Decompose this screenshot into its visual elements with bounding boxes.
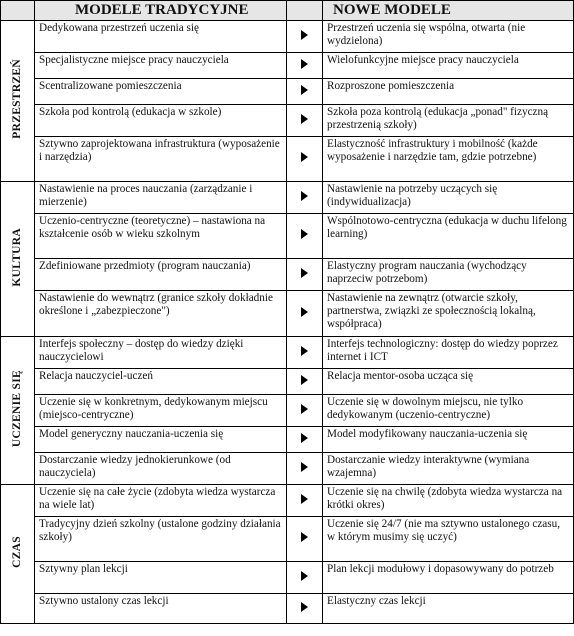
section-label: UCZENIE SIĘ <box>11 369 23 448</box>
arrow-right-icon <box>301 191 308 201</box>
new-model-cell: Nastawienie na zewnątrz (otwarcie szkoły, partnerstwa, związki ze społecznością lokalną, współpraca) <box>323 291 574 337</box>
arrow-right-icon <box>301 268 308 278</box>
arrow-right-icon <box>301 59 308 69</box>
section-label-cell <box>1 337 35 485</box>
new-model-cell: Plan lekcji modułowy i dopasowywany do potrzeb <box>323 562 574 594</box>
section-label: KULTURA <box>11 227 23 287</box>
header-traditional: MODELE TRADYCYJNE <box>35 1 287 21</box>
arrow-cell <box>287 21 323 53</box>
arrow-cell <box>287 427 323 453</box>
arrow-right-icon <box>301 307 308 317</box>
arrow-cell <box>287 79 323 105</box>
new-model-cell: Nastawienie na potrzeby uczących się (indywidualizacja) <box>323 182 574 214</box>
arrow-right-icon <box>301 462 308 472</box>
new-model-cell: Uczenie się w dowolnym miejscu, nie tylko dedykowanym (uczenio-centryczne) <box>323 395 574 427</box>
arrow-right-icon <box>301 346 308 356</box>
arrow-right-icon <box>301 404 308 414</box>
table-row <box>1 427 574 453</box>
traditional-model-cell: Dostarczanie wiedzy jednokierunkowe (od nauczyciela) <box>35 453 287 485</box>
new-model-cell: Relacja mentor-osoba ucząca się <box>323 369 574 395</box>
table-row <box>1 214 574 259</box>
arrow-cell <box>287 562 323 594</box>
section-label-cell <box>1 21 35 182</box>
new-model-cell: Wielofunkcyjne miejsce pracy nauczyciela <box>323 53 574 79</box>
arrow-right-icon <box>301 602 308 612</box>
new-model-cell: Uczenie się na chwilę (zdobyta wiedza wystarcza na krótki okres) <box>323 485 574 517</box>
arrow-cell <box>287 517 323 562</box>
traditional-model-cell: Sztywno zaprojektowana infrastruktura (wyposażenie i narzędzia) <box>35 137 287 182</box>
arrow-right-icon <box>301 114 308 124</box>
section-label-cell <box>1 485 35 624</box>
new-model-cell: Interfejs technologiczny: dostęp do wiedzy poprzez internet i ICT <box>323 337 574 369</box>
table-row <box>1 453 574 485</box>
arrow-right-icon <box>301 85 308 95</box>
traditional-model-cell: Relacja nauczyciel-uczeń <box>35 369 287 395</box>
table-row <box>1 485 574 517</box>
table-row <box>1 53 574 79</box>
new-model-cell: Szkoła poza kontrolą (edukacja „ponad" fizyczną przestrzenią szkoły) <box>323 105 574 137</box>
header-corner <box>1 1 35 21</box>
new-model-cell: Rozproszone pomieszczenia <box>323 79 574 105</box>
traditional-model-cell: Scentralizowane pomieszczenia <box>35 79 287 105</box>
arrow-cell <box>287 53 323 79</box>
arrow-cell <box>287 182 323 214</box>
new-model-cell: Uczenie się 24/7 (nie ma sztywno ustalonego czasu, w którym musimy się uczyć) <box>323 517 574 562</box>
arrow-cell <box>287 105 323 137</box>
table-row <box>1 291 574 337</box>
table-row <box>1 517 574 562</box>
traditional-model-cell: Model generyczny nauczania-uczenia się <box>35 427 287 453</box>
arrow-cell <box>287 594 323 624</box>
traditional-model-cell: Interfejs społeczny – dostęp do wiedzy dzięki nauczycielowi <box>35 337 287 369</box>
arrow-right-icon <box>301 571 308 581</box>
new-model-cell: Przestrzeń uczenia się wspólna, otwarta (nie wydzielona) <box>323 21 574 53</box>
arrow-right-icon <box>301 229 308 239</box>
table-row <box>1 337 574 369</box>
traditional-model-cell: Specjalistyczne miejsce pracy nauczyciela <box>35 53 287 79</box>
new-model-cell: Elastyczny program nauczania (wychodzący naprzeciw potrzebom) <box>323 259 574 291</box>
table-row <box>1 137 574 182</box>
new-model-cell: Dostarczanie wiedzy interaktywne (wymiana wzajemna) <box>323 453 574 485</box>
table-row <box>1 182 574 214</box>
table-body <box>1 21 574 624</box>
traditional-model-cell: Tradycyjny dzień szkolny (ustalone godziny działania szkoły) <box>35 517 287 562</box>
traditional-model-cell: Sztywno ustalony czas lekcji <box>35 594 287 624</box>
table-row <box>1 79 574 105</box>
arrow-cell <box>287 214 323 259</box>
traditional-model-cell: Nastawienie do wewnątrz (granice szkoły dokładnie określone i „zabezpieczone") <box>35 291 287 337</box>
arrow-cell <box>287 485 323 517</box>
traditional-model-cell: Sztywny plan lekcji <box>35 562 287 594</box>
table-row <box>1 21 574 53</box>
arrow-cell <box>287 369 323 395</box>
section-label: PRZESTRZEŃ <box>11 59 23 139</box>
arrow-cell <box>287 337 323 369</box>
arrow-cell <box>287 395 323 427</box>
arrow-right-icon <box>301 532 308 542</box>
traditional-model-cell: Zdefiniowane przedmioty (program nauczania) <box>35 259 287 291</box>
section-label: CZAS <box>11 536 23 568</box>
table-row <box>1 105 574 137</box>
traditional-model-cell: Uczenie się na całe życie (zdobyta wiedza wystarcza na wiele lat) <box>35 485 287 517</box>
table-row <box>1 369 574 395</box>
header-new: NOWE MODELE <box>323 1 574 21</box>
arrow-right-icon <box>301 433 308 443</box>
arrow-cell <box>287 453 323 485</box>
header-arrow-column <box>287 1 323 21</box>
header-row <box>1 1 574 21</box>
section-label-cell <box>1 182 35 337</box>
table-row <box>1 395 574 427</box>
arrow-right-icon <box>301 30 308 40</box>
arrow-cell <box>287 291 323 337</box>
arrow-right-icon <box>301 494 308 504</box>
traditional-model-cell: Uczenie się w konkretnym, dedykowanym miejscu (miejsco-centryczne) <box>35 395 287 427</box>
traditional-model-cell: Dedykowana przestrzeń uczenia się <box>35 21 287 53</box>
table-row <box>1 562 574 594</box>
traditional-model-cell: Nastawienie na proces nauczania (zarządzanie i mierzenie) <box>35 182 287 214</box>
new-model-cell: Elastyczny czas lekcji <box>323 594 574 624</box>
arrow-cell <box>287 137 323 182</box>
new-model-cell: Model modyfikowany nauczania-uczenia się <box>323 427 574 453</box>
arrow-right-icon <box>301 375 308 385</box>
arrow-cell <box>287 259 323 291</box>
traditional-model-cell: Uczenio-centryczne (teoretyczne) – nastawiona na kształcenie osób w wieku szkolnym <box>35 214 287 259</box>
table-row <box>1 594 574 624</box>
arrow-right-icon <box>301 152 308 162</box>
new-model-cell: Elastyczność infrastruktury i mobilność (każde wyposażenie i narzędzie tam, gdzie potrzebne) <box>323 137 574 182</box>
new-model-cell: Wspólnotowo-centryczna (edukacja w duchu lifelong learning) <box>323 214 574 259</box>
traditional-model-cell: Szkoła pod kontrolą (edukacja w szkole) <box>35 105 287 137</box>
table-row <box>1 259 574 291</box>
